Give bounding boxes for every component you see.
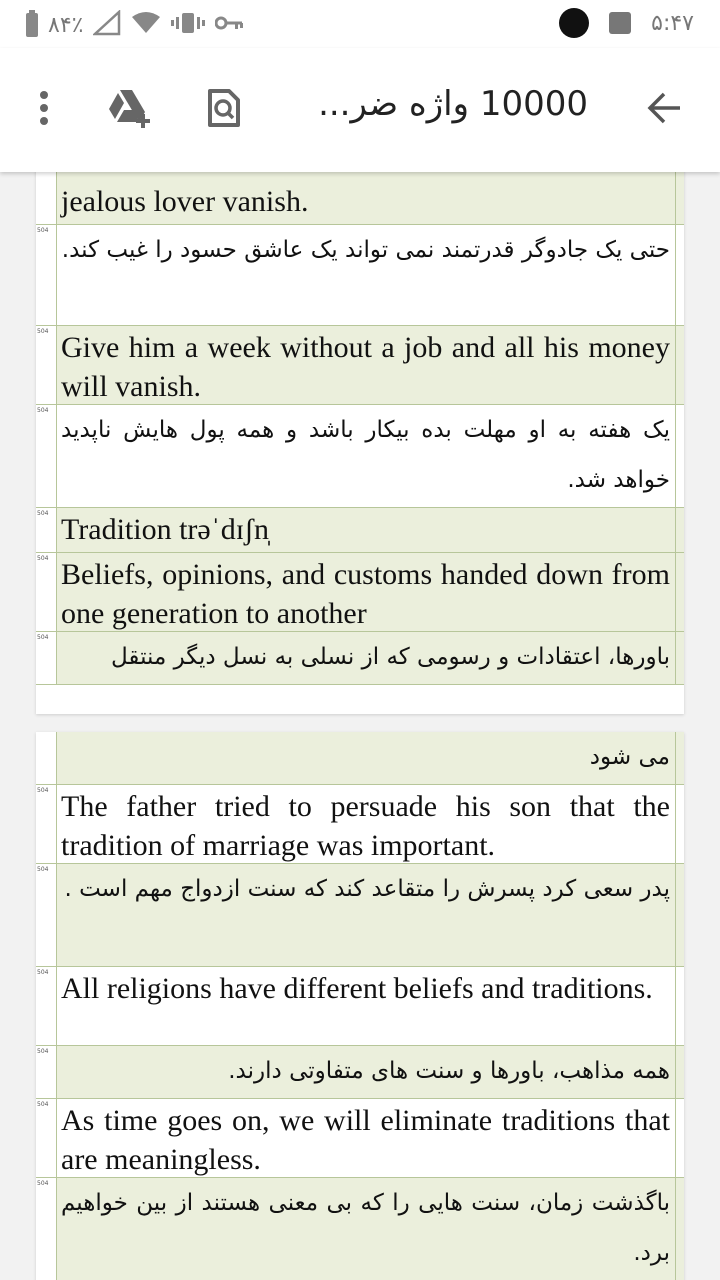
battery-percent: ٨۴٪ [48, 12, 84, 38]
wifi-icon [131, 11, 161, 39]
document-viewer[interactable] [0, 172, 720, 1280]
vpn-key-icon [215, 15, 243, 35]
english-text: Beliefs, opinions, and customs handed down from one generation to another [61, 558, 670, 630]
english-text: As time goes on, we will eliminate traditions that are meaningless. [61, 1104, 670, 1176]
table-row [36, 405, 684, 508]
row-number: 504 [37, 510, 49, 517]
vibrate-icon [171, 11, 205, 39]
row-gutter [36, 732, 57, 784]
table-row [36, 1178, 684, 1280]
status-right [559, 8, 694, 38]
english-text: The father tried to persuade his son that the tradition of marriage was important. [61, 790, 670, 862]
table-row [36, 632, 684, 685]
persian-text: حتی یک جادوگر قدرتمند نمی تواند یک عاشق حسود را غیب کند. [61, 237, 670, 263]
row-gutter [36, 225, 57, 325]
table-row [36, 785, 684, 864]
row-number: 504 [37, 866, 49, 873]
row-number: 504 [37, 328, 49, 335]
table-row [36, 508, 684, 553]
persian-text: باگذشت زمان، سنت هایی را که بی معنی هستند از بین خواهیم برد. [61, 1190, 670, 1266]
word-heading: Tradition trəˈdɪʃn̩ [61, 513, 270, 546]
table-row [36, 864, 684, 967]
row-number: 504 [37, 1048, 49, 1055]
english-text: All religions have different beliefs and traditions. [61, 972, 653, 1005]
row-gutter [36, 967, 57, 1045]
persian-text: می شود [589, 744, 670, 770]
row-gutter [36, 172, 57, 224]
row-gutter [36, 553, 57, 631]
table-row [36, 1099, 684, 1178]
table-row [36, 326, 684, 405]
row-number: 504 [37, 969, 49, 976]
table-row [36, 225, 684, 326]
search-in-document-button[interactable] [194, 48, 254, 172]
row-number: 504 [37, 555, 49, 562]
back-arrow-icon [647, 92, 681, 128]
row-gutter [36, 785, 57, 863]
table-row [36, 967, 684, 1046]
document-page-2 [36, 732, 684, 1280]
row-gutter [36, 864, 57, 966]
clock: ۵:۴۷ [651, 10, 694, 36]
row-gutter [36, 1178, 57, 1280]
search-in-document-icon [207, 88, 241, 132]
row-gutter [36, 508, 57, 552]
row-gutter [36, 1046, 57, 1098]
row-number: 504 [37, 634, 49, 641]
row-number: 504 [37, 1101, 49, 1108]
row-number: 504 [37, 407, 49, 414]
status-left [26, 10, 243, 40]
table-row [36, 172, 684, 225]
row-number: 504 [37, 227, 49, 234]
screen-record-icon [559, 8, 589, 38]
image-notification-icon [609, 12, 631, 34]
row-gutter [36, 326, 57, 404]
table-row [36, 1046, 684, 1099]
document-page-1 [36, 172, 684, 714]
persian-text: پدر سعی کرد پسرش را متقاعد کند که سنت ازدواج مهم است . [64, 876, 670, 902]
status-bar [0, 0, 720, 48]
persian-text: یک هفته به او مهلت بده بیکار باشد و همه پول هایش ناپدید خواهد شد. [61, 417, 670, 493]
table-row [36, 732, 684, 785]
table-row [36, 553, 684, 632]
add-to-drive-button[interactable] [100, 48, 160, 172]
row-number: 504 [37, 787, 49, 794]
english-text: Give him a week without a job and all his money will vanish. [61, 331, 670, 403]
row-gutter [36, 632, 57, 684]
row-number: 504 [37, 1180, 49, 1187]
add-to-drive-icon [107, 88, 153, 132]
persian-text: همه مذاهب، باورها و سنت های متفاوتی دارند. [228, 1058, 670, 1084]
english-text: jealous lover vanish. [61, 185, 309, 218]
app-toolbar [0, 48, 720, 172]
row-gutter [36, 1099, 57, 1177]
no-sim-signal-icon [93, 10, 121, 40]
persian-text: باورها، اعتقادات و رسومی که از نسلی به نسل دیگر منتقل [111, 644, 670, 670]
overflow-menu-button[interactable] [14, 48, 74, 172]
back-button[interactable] [634, 48, 694, 172]
battery-icon [26, 13, 38, 37]
document-title: 10000 واژه ضر... [318, 84, 588, 124]
row-gutter [36, 405, 57, 507]
overflow-menu-icon [39, 90, 49, 130]
